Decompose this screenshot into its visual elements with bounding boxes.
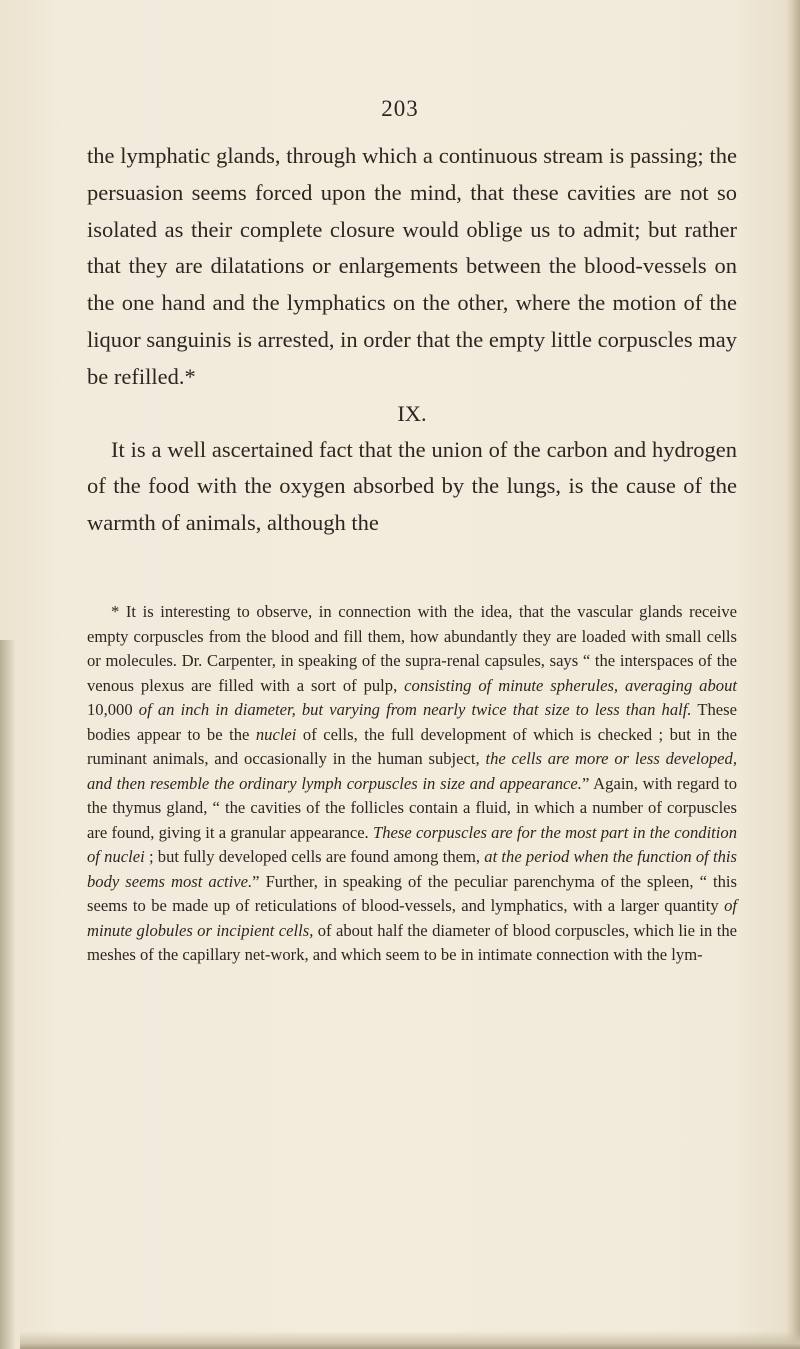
page-edge-shadow-bottom <box>20 1331 800 1349</box>
footnote-segment-italic: nuclei <box>255 724 297 744</box>
footnote-segment-italic: of an inch in diameter, but varying from nearly twice that size to less than half. <box>138 700 692 719</box>
footnote-segment: of about half the diameter of blood corpuscles, which lie in the meshes of the capillary net-work, and which seem to be in intimate connection with the lym- <box>87 920 737 964</box>
page-edge-shadow-left <box>0 640 16 1349</box>
footnote-segment-italic: These corpuscles are for the most part in the condition of nuclei <box>87 822 737 866</box>
footnote-segment-italic: consisting of minute spherules, averaging about <box>404 675 737 695</box>
footnote-segment: ” Further, in speaking of the peculiar parenchyma of the spleen, “ this seems to be made up of reticulations of blood-vessels, and lymphatics, with a larger quantity <box>87 871 737 915</box>
footnote-segment: ; but fully developed cells are found among them, <box>144 847 485 866</box>
page-number: 203 <box>381 96 419 121</box>
paragraph-continued: the lymphatic glands, through which a continuous stream is passing; the persuasion seems forced upon the mind, that these cavities are not so isolated as their complete closure would oblige us to admit; but rather that they are dilatations or enlargements between the blood-vessels on the one hand and the lymphatics on the other, where the motion of the liquor sanguinis is arrested, in order that the empty little corpuscles may be refilled.* <box>87 143 737 389</box>
footnote-segment: These bodies appear to be the <box>87 700 737 744</box>
paragraph-section-ix: It is a well ascertained fact that the union of the carbon and hydrogen of the food with the oxygen absorbed by the lungs, is the cause of the warmth of animals, although the <box>87 436 737 536</box>
footnote-segment-italic: at the period when the function of this body seems most active. <box>87 847 738 891</box>
footnote-segment: ” Again, with regard to the thymus gland, “ the cavities of the follicles contain a fluid, in which a number of corpuscles are found, giving it a granular appearance. <box>87 773 737 842</box>
footnote-segment-italic: the cells are more or less developed, and then resemble the ordinary lymph corpuscles in size and appearance. <box>87 749 737 793</box>
page-edge-shadow-right <box>786 0 800 1349</box>
main-text <box>87 138 737 542</box>
section-numeral: IX. <box>397 400 427 426</box>
footnote-segment-italic: of minute globules or incipient cells, <box>87 896 737 940</box>
footnote-segment: 10,000 <box>87 700 139 719</box>
footnote <box>87 600 737 968</box>
footnote-segment: of cells, the full development of which is checked ; but in the ruminant animals, and occasionally in the human subject, <box>87 724 738 768</box>
footnote-segment: * It is interesting to observe, in connection with the idea, that the vascular glands receive empty corpuscles from the blood and fill them, how abundantly they are loaded with small cells or molecules. Dr. Carpenter, in speaking of the supra-renal capsules, says “ the interspaces of the venous plexus are filled with a sort of pulp, <box>87 602 737 695</box>
